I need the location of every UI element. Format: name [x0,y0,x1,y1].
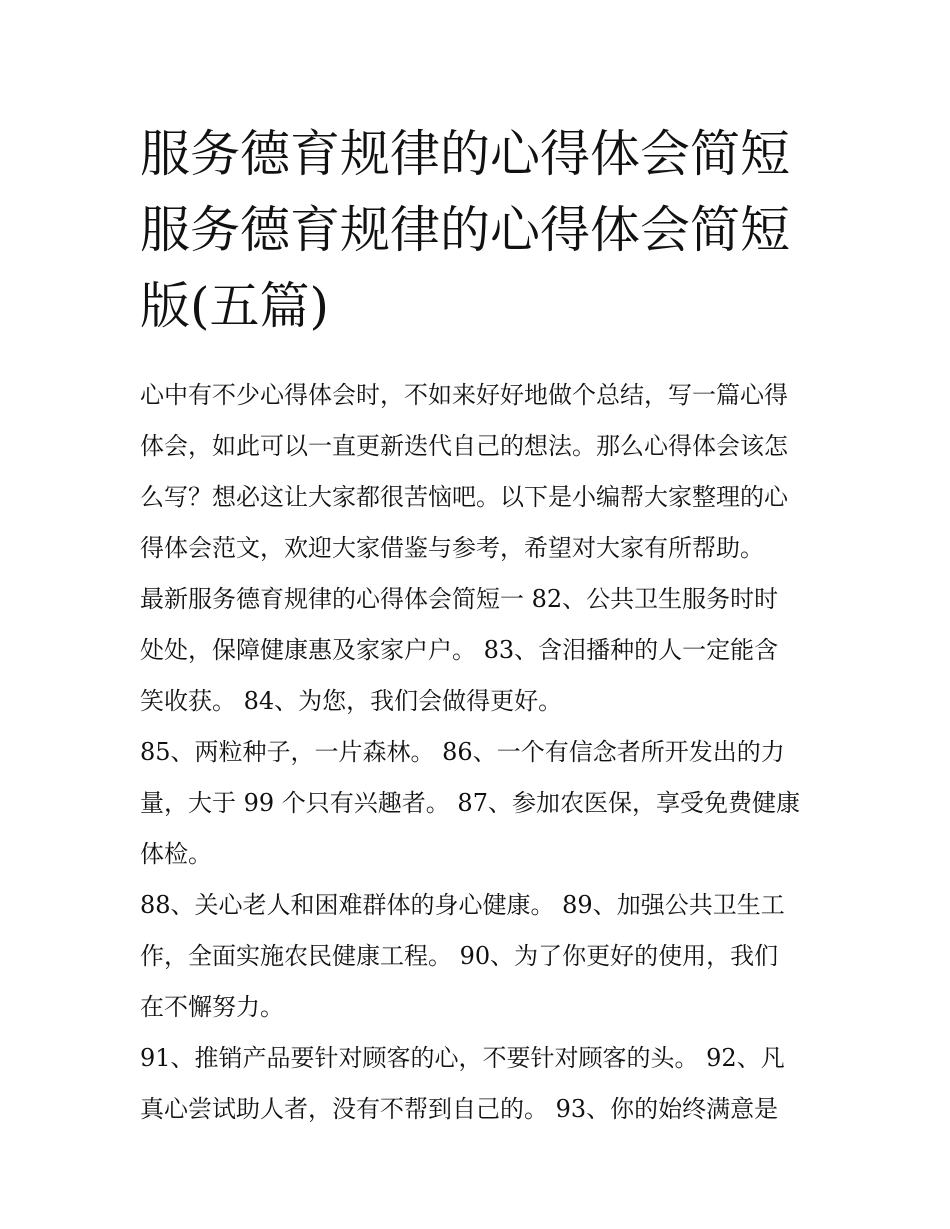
document-content [140,116,820,1135]
title-line: 版(五篇) [140,277,330,335]
body-line: 85、两粒种子，一片森林。 86、一个有信念者所开发出的力 [140,738,785,766]
body-line: 么写？想必这让大家都很苦恼吧。以下是小编帮大家整理的心 [140,483,788,511]
body-line: 最新服务德育规律的心得体会简短一 82、公共卫生服务时时 [140,585,779,613]
body-line: 作，全面实施农民健康工程。 90、为了你更好的使用，我们 [140,942,779,970]
body-line: 体检。 [140,840,212,868]
document-title [140,116,820,344]
body-line: 处处，保障健康惠及家家户户。 83、含泪播种的人一定能含 [140,636,779,664]
document-body [140,370,820,1135]
body-line: 在不懈努力。 [140,993,284,1021]
title-line: 服务德育规律的心得体会简短 [140,125,790,183]
body-line: 笑收获。 84、为您，我们会做得更好。 [140,687,563,715]
body-line: 心中有不少心得体会时，不如来好好地做个总结，写一篇心得 [140,381,788,409]
body-line: 91、推销产品要针对顾客的心，不要针对顾客的头。 92、凡 [140,1044,785,1072]
body-line: 量，大于 99 个只有兴趣者。 87、参加农医保，享受免费健康 [140,789,800,817]
body-line: 真心尝试助人者，没有不帮到自己的。 93、你的始终满意是 [140,1095,779,1123]
body-line: 得体会范文，欢迎大家借鉴与参考，希望对大家有所帮助。 [140,534,764,562]
body-line: 88、关心老人和困难群体的身心健康。 89、加强公共卫生工 [140,891,785,919]
body-line: 体会，如此可以一直更新迭代自己的想法。那么心得体会该怎 [140,432,788,460]
title-line: 服务德育规律的心得体会简短 [140,201,790,259]
